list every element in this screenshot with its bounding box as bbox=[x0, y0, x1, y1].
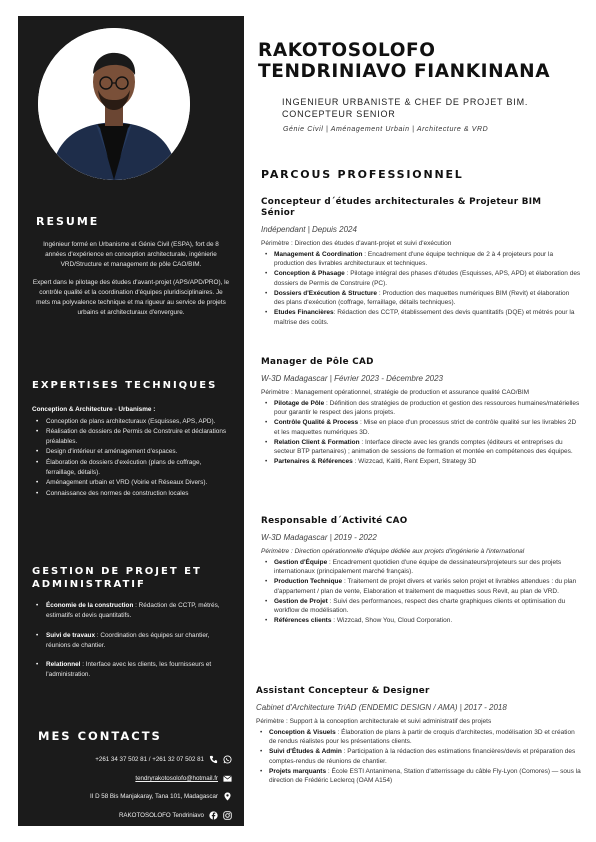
full-name bbox=[258, 40, 550, 83]
experience-entry bbox=[256, 686, 582, 786]
item-label: Management & Coordination bbox=[274, 250, 363, 258]
experience-tasks bbox=[256, 728, 582, 787]
list-item bbox=[261, 399, 581, 419]
instagram-icon[interactable] bbox=[223, 811, 232, 820]
list-item bbox=[261, 558, 581, 578]
experience-title: Responsable d´Activité CAO bbox=[261, 516, 408, 526]
item-text: : Encadrement quotidien d'une équipe de dessinateurs/projeteurs sur des projets internationaux (principalement marché français). bbox=[274, 558, 562, 576]
item-text: : Wizzcad, Kaliti, Rent Expert, Strategy 3D bbox=[352, 458, 477, 466]
experience-perimetre: Périmètre : Management opérationnel, stratégie de production et assurance qualité CAO/BIM bbox=[261, 388, 530, 396]
contact-social bbox=[119, 811, 232, 820]
contact-address bbox=[90, 792, 232, 801]
resume-paragraph-1: Ingénieur formé en Urbanisme et Génie Civil (ESPA), fort de 8 années d'expérience en conception architecturale, ingénierie VRD/Structure et management de pôle CAO/BIM. bbox=[43, 241, 219, 268]
experience-entry bbox=[261, 516, 581, 626]
item-label: Conception & Phasage bbox=[274, 270, 345, 278]
job-title-line-1: INGENIEUR URBANISTE & CHEF DE PROJET BIM. bbox=[282, 97, 529, 107]
expertises-subheading: Conception & Architecture - Urbanisme : bbox=[32, 406, 156, 413]
item-text: : Suivi des performances, respect des charte graphiques clients et optimisation du workflow de modélisation. bbox=[274, 597, 566, 615]
item-text: : Interface avec les clients, les fournisseurs et l'administration. bbox=[46, 661, 212, 679]
list-item bbox=[261, 457, 581, 467]
list-item: • Design d'intérieur et aménagement d'espaces. bbox=[32, 447, 232, 457]
item-label: Références clients bbox=[274, 617, 332, 625]
experience-title: Assistant Concepteur & Designer bbox=[256, 686, 430, 696]
contacts-heading: MES CONTACTS bbox=[38, 729, 162, 743]
facebook-icon[interactable] bbox=[209, 811, 218, 820]
experience-title: Manager de Pôle CAD bbox=[261, 357, 374, 367]
item-label: Contrôle Qualité & Process bbox=[274, 419, 359, 427]
resume-text bbox=[32, 240, 230, 325]
gestion-list bbox=[32, 601, 232, 681]
list-item bbox=[32, 601, 232, 622]
experience-perimetre: Périmètre : Support à la conception architecturale et suivi administratif des projets bbox=[256, 717, 492, 725]
item-label: Économie de la construction bbox=[46, 602, 134, 609]
item-label: Conception & Visuels bbox=[269, 728, 336, 736]
list-item bbox=[256, 728, 582, 748]
social-handle[interactable]: RAKOTOSOLOFO Tendriniavo bbox=[118, 812, 204, 819]
item-text: : Mise en place d'un processus strict de contrôle qualité sur les livrables 2D et les maquettes numériques 3D. bbox=[274, 419, 577, 436]
item-text: : Interface directe avec les grands comptes (éditeurs et entreprises du secteur BTP partenaires) ; animation de sessions de formation et montée en compétences des équipes. bbox=[274, 438, 573, 456]
resume-heading: RESUME bbox=[36, 215, 100, 228]
location-icon bbox=[223, 792, 232, 801]
item-text: : Rédaction des CCTP, établissement des devis quantitatifs (DQE) et métrés pour la maîtrise des coûts. bbox=[274, 309, 575, 326]
experience-tasks bbox=[261, 558, 581, 626]
profile-photo bbox=[38, 28, 190, 180]
item-text: : Participation à la rédaction des estimations financières/devis et préparation des comptes-rendus de réunions de chantier. bbox=[269, 748, 576, 765]
expertises-heading: EXPERTISES TECHNIQUES bbox=[32, 380, 218, 391]
experience-tasks bbox=[261, 250, 581, 328]
name-line-2: TENDRINIAVO FIANKINANA bbox=[258, 61, 551, 83]
specialties-line: Génie Civil | Aménagement Urbain | Architecture & VRD bbox=[283, 126, 489, 133]
item-text: : Définition des stratégies de production et gestion des ressources humaines/matérielles pour garantir le respect des jalons projets. bbox=[274, 399, 580, 417]
item-text: : Wizzcad, Show You, Cloud Corporation. bbox=[331, 617, 453, 625]
list-item bbox=[261, 616, 581, 626]
experience-entry bbox=[261, 357, 581, 467]
item-label: Partenaires & Références bbox=[274, 458, 353, 466]
experience-company: Cabinet d'Architecture TriAD (ENDEMIC DESIGN / AMA) | 2017 - 2018 bbox=[256, 702, 507, 712]
experience-entry bbox=[261, 197, 581, 328]
job-title bbox=[282, 97, 528, 120]
experience-perimetre: Périmètre : Direction des études d'avant-projet et suivi d'exécution bbox=[261, 239, 452, 247]
name-line-1: RAKOTOSOLOFO bbox=[258, 40, 436, 61]
item-label: Gestion de Projet bbox=[274, 597, 328, 605]
phone-number[interactable]: +261 34 37 502 81 / +261 32 07 502 81 bbox=[95, 756, 204, 763]
list-item bbox=[256, 747, 582, 767]
item-text: : Encadrement d'une équipe technique de 2 à 4 projeteurs pour la production des livrables architecturaux et techniques. bbox=[274, 250, 554, 268]
list-item bbox=[261, 269, 581, 289]
experience-company: W-3D Madagascar | 2019 - 2022 bbox=[261, 532, 377, 542]
list-item: • Aménagement urbain et VRD (Voirie et Réseaux Divers). bbox=[32, 478, 232, 488]
list-item: • Connaissance des normes de construction locales bbox=[32, 489, 232, 499]
item-text: : Traitement de projet divers et variés selon projet et livrables attendues : du plan d'appartement / plan de vente, Elaboration et traitement de maquettes sous Revit, au plan de VRD. bbox=[274, 578, 577, 595]
item-label: Suivi d'Études & Admin bbox=[269, 748, 342, 756]
experience-title-line-2: Sénior bbox=[261, 207, 295, 218]
list-item: • Réalisation de dossiers de Permis de Construire et déclarations préalables. bbox=[32, 427, 232, 446]
expertises-section bbox=[32, 405, 232, 499]
list-item bbox=[261, 308, 581, 328]
item-label: Pilotage de Pôle bbox=[274, 399, 325, 407]
list-item bbox=[261, 289, 581, 309]
item-label: Projets marquants bbox=[269, 767, 327, 775]
list-item bbox=[261, 597, 581, 617]
contact-phone bbox=[95, 755, 232, 764]
mail-icon bbox=[223, 774, 232, 783]
item-label: Gestion d'Équipe bbox=[274, 558, 328, 566]
list-item bbox=[32, 631, 232, 652]
list-item bbox=[261, 438, 581, 458]
contact-email bbox=[135, 774, 232, 783]
item-label: Relationnel bbox=[46, 661, 81, 668]
experience-tasks bbox=[261, 399, 581, 467]
item-text: : École ESTI Antanimena, Station d'atterrissage du câble Fly-Lyon (Comores) — sous la direction de Frédéric Leclercq (OAM A154) bbox=[269, 767, 581, 785]
job-title-line-2: CONCEPTEUR SENIOR bbox=[282, 108, 396, 119]
list-item bbox=[261, 418, 581, 438]
experience-company: W-3D Madagascar | Février 2023 - Décembre 2023 bbox=[261, 373, 444, 383]
experience-title bbox=[261, 197, 581, 219]
experience-company: Indépendant | Depuis 2024 bbox=[261, 224, 357, 234]
gestion-heading bbox=[32, 565, 212, 591]
list-item bbox=[32, 660, 232, 681]
item-label: Relation Client & Formation bbox=[274, 438, 360, 446]
item-text: : Pilotage intégral des phases d'études (Esquisses, APS, APD) et élaboration des dossiers de Permis de Construire (PC). bbox=[274, 270, 581, 287]
item-label: Production Technique bbox=[274, 578, 343, 586]
address-text: II D 58 Bis Manjakaray, Tana 101, Madagascar bbox=[89, 793, 218, 800]
gestion-section bbox=[32, 601, 232, 690]
experience-perimetre: Périmètre : Direction opérationnelle d'équipe dédiée aux projets d'ingénierie à l'international bbox=[261, 547, 525, 555]
item-label: Etudes Financières bbox=[274, 309, 334, 317]
item-text: : Production des maquettes numériques BIM (Revit) et élaboration des plans d'exécution (coffrage, ferraillage, détails techniques). bbox=[274, 289, 570, 307]
item-text: : Rédaction de CCTP, métrés, estimatifs et devis quantitatifs. bbox=[46, 602, 220, 620]
experience-title-line-1: Concepteur d´études architecturales & Projeteur BIM bbox=[261, 197, 542, 207]
item-label: Suivi de travaux bbox=[46, 631, 96, 639]
item-text: : Élaboration de plans à partir de croquis d'architectes, modélisation 3D et création de rendus réalistes pour les présentations clients. bbox=[269, 728, 575, 746]
list-item: • Conception de plans architecturaux (Esquisses, APS, APD). bbox=[32, 417, 232, 427]
item-text: : Coordination des équipes sur chantier, réunions de chantier. bbox=[46, 631, 210, 649]
expertises-list bbox=[32, 417, 232, 499]
gestion-heading-line-2: ADMINISTRATIF bbox=[32, 579, 146, 590]
resume-paragraph-2: Expert dans le pilotage des études d'avant-projet (APS/APD/PRO), le contrôle qualité et la coordination d'équipes pluridisciplinaires. Je mets ma polyvalence technique et ma rigueur au service de projets urbains et architecturaux d'envergure. bbox=[32, 278, 230, 316]
email-link[interactable]: tendryrakotosolofo@hotmail.fr bbox=[135, 775, 218, 782]
item-label: Dossiers d'Exécution & Structure bbox=[274, 289, 378, 297]
parcours-heading: PARCOUS PROFESSIONNEL bbox=[261, 168, 464, 181]
list-item bbox=[261, 250, 581, 270]
gestion-heading-line-1: GESTION DE PROJET ET bbox=[32, 566, 202, 577]
list-item bbox=[256, 767, 582, 787]
whatsapp-icon bbox=[223, 755, 232, 764]
list-item bbox=[261, 577, 581, 597]
list-item: • Élaboration de dossiers d'exécution (plans de coffrage, ferraillage, détails). bbox=[32, 458, 232, 477]
sidebar bbox=[18, 16, 244, 826]
phone-icon bbox=[209, 755, 218, 764]
